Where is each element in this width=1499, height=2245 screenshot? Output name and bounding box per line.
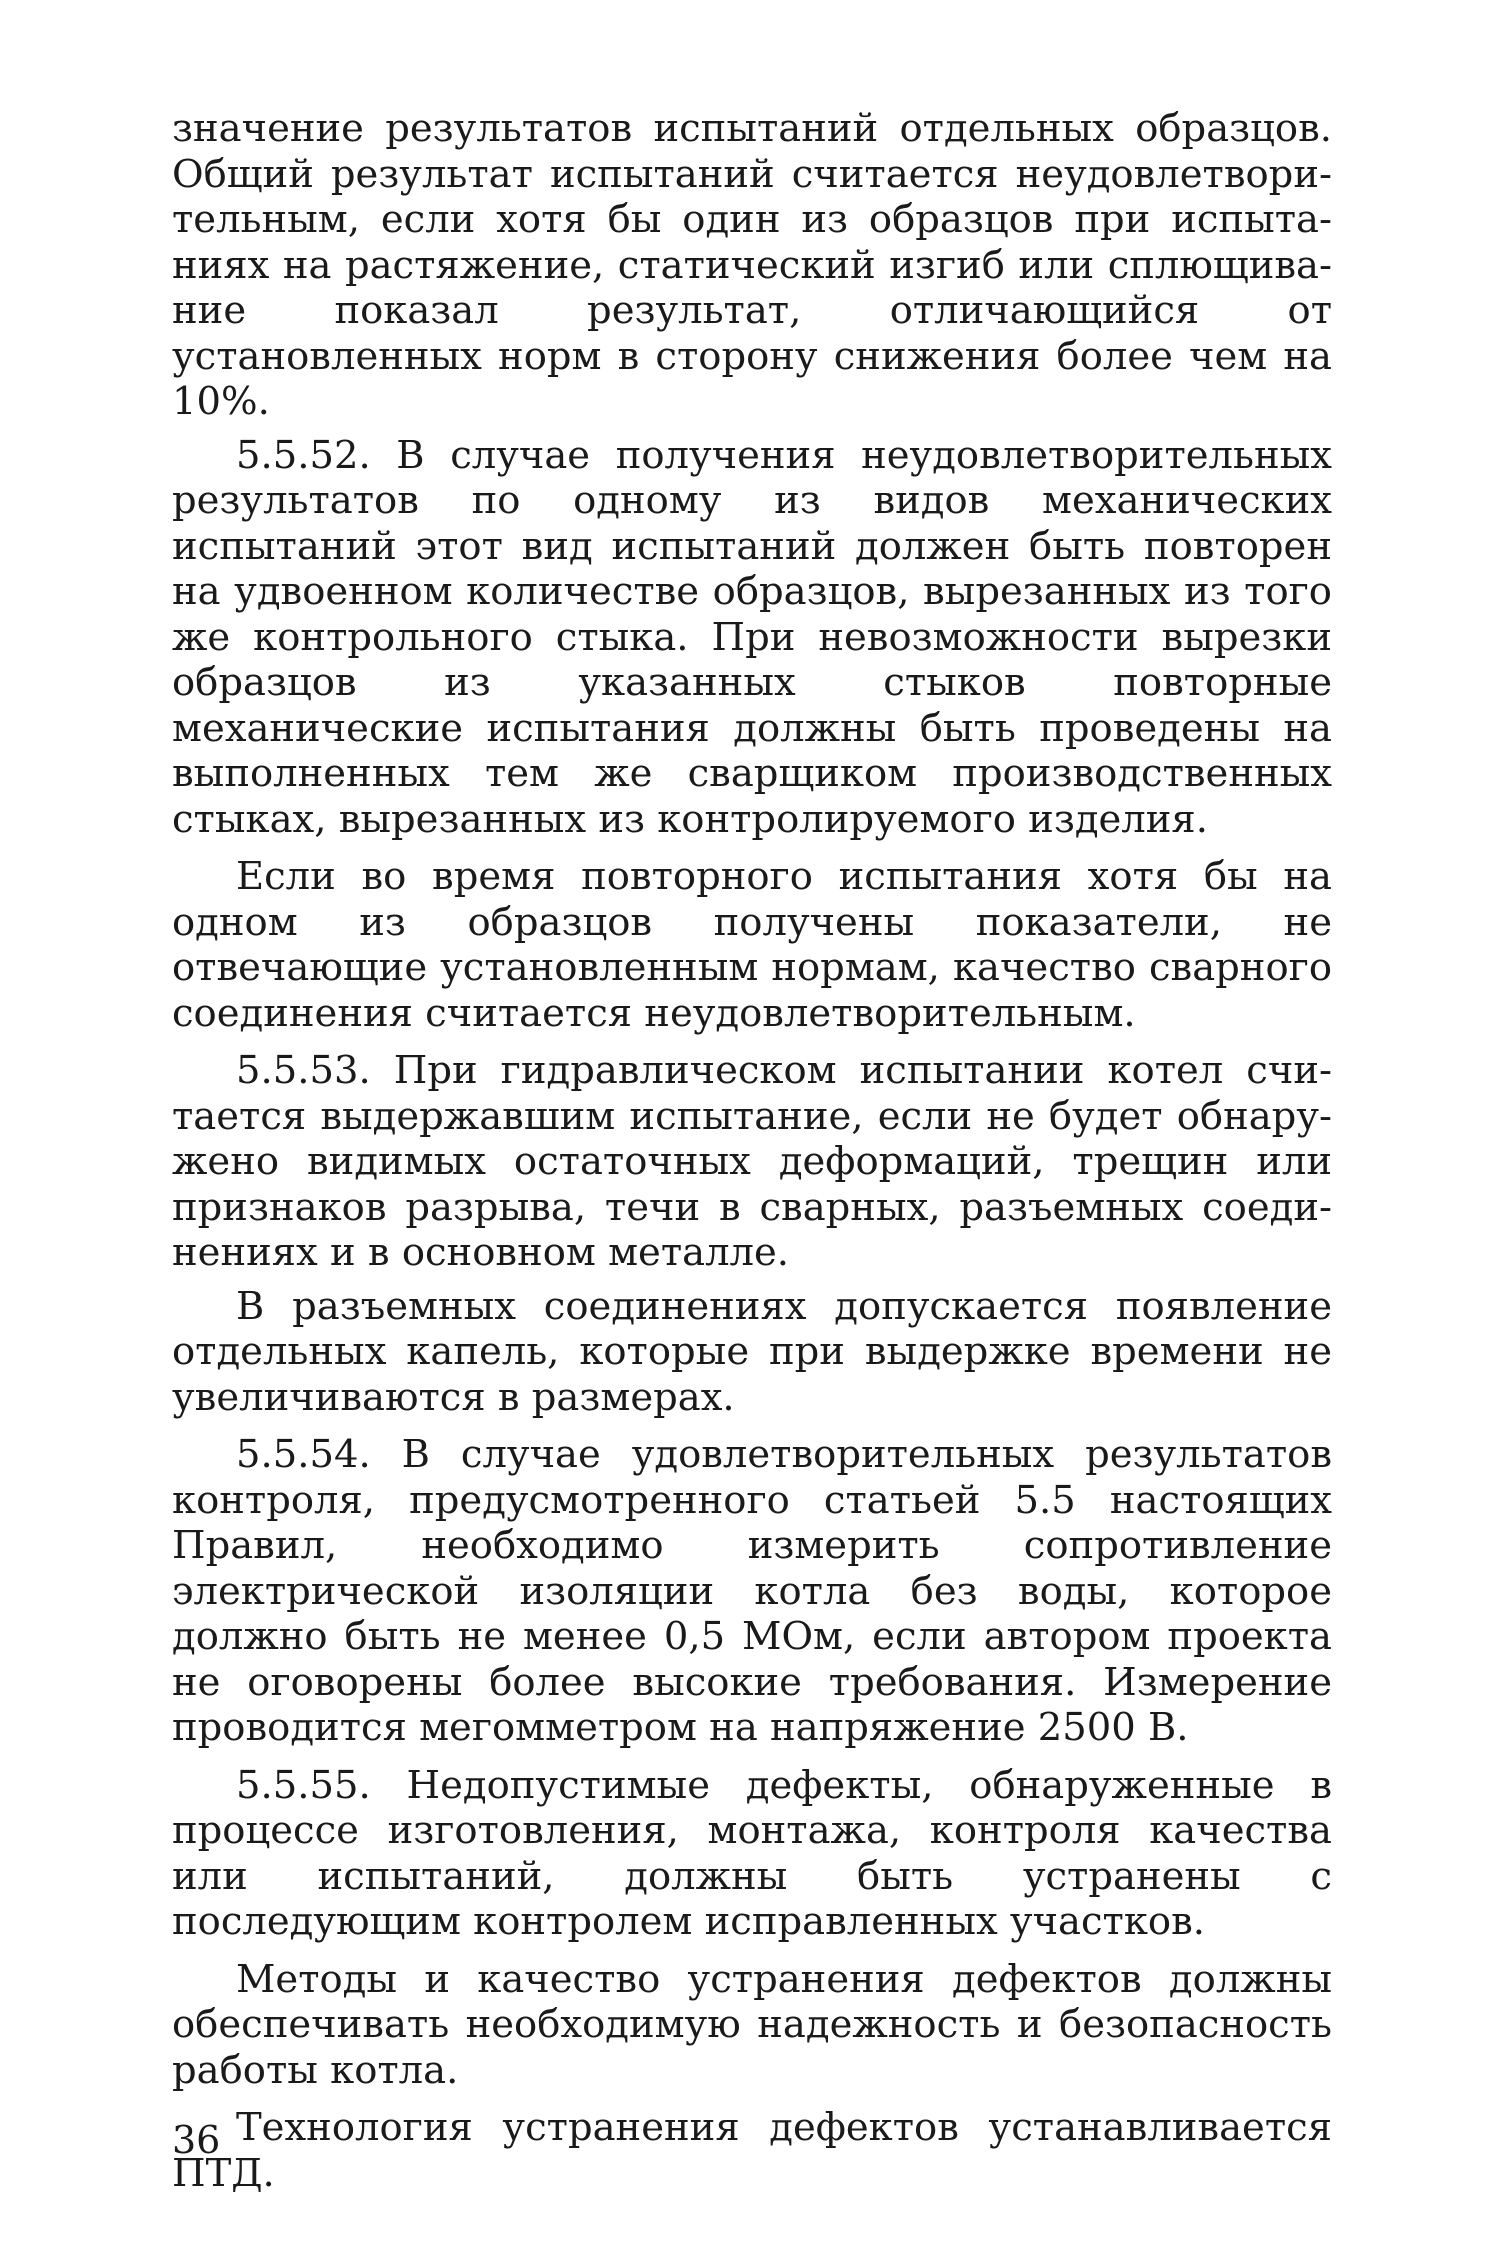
paragraph-5-5-53: 5.5.53. При гидравлическом испытании котел считается выдержавшим испытание, если не будет обнаружено видимых остаточных деформаций, трещин или признаков разрыва, течи в сварных, разъемных соединениях и в основном металле. <box>172 1048 1332 1275</box>
page-body <box>172 106 1332 2208</box>
paragraph-defect-methods: Методы и качество устранения дефектов должны обеспечивать необходимую надежность и безопасность работы котла. <box>172 1956 1332 2093</box>
paragraph-detachable-joints: В разъемных соединениях допускается появление отдельных капель, которые при выдержке времени не увеличиваются в размерах. <box>172 1283 1332 1420</box>
paragraph-5-5-52: 5.5.52. В случае получения неудовлетворительных результатов по одному из видов механических испытаний этот вид испытаний должен быть повторен на удвоенном количестве образцов, вырезанных из того же контрольного стыка. При невозможности вырезки образцов из указанных стыков повторные механические испытания должны быть проведены на выполненных тем же сварщиком производственных стыках, вырезанных из контролируемого изделия. <box>172 432 1332 842</box>
paragraph-5-5-55: 5.5.55. Недопустимые дефекты, обнаруженные в процессе изготовления, монтажа, контроля качества или испытаний, должны быть устранены с последующим контролем исправленных участков. <box>172 1762 1332 1944</box>
paragraph-repeat-test: Если во время повторного испытания хотя бы на одном из образцов получены показатели, не отвечающие установленным нормам, качество сварного соединения считается неудовлетворительным. <box>172 854 1332 1036</box>
paragraph-technology: Технология устранения дефектов устанавливается ПТД. <box>172 2105 1332 2196</box>
paragraph-continuation: значение результатов испытаний отдельных образцов. Общий результат испытаний считается неудовлетворительным, если хотя бы один из образцов при испытаниях на растяжение, статический изгиб или сплющивание показал результат, отличающийся от установленных норм в сторону снижения более чем на 10%. <box>172 106 1332 424</box>
page-number: 36 <box>172 2118 221 2162</box>
paragraph-5-5-54: 5.5.54. В случае удовлетворительных результатов контроля, предусмотренного статьей 5.5 настоящих Правил, необходимо измерить сопротивление электрической изоляции котла без воды, которое должно быть не менее 0,5 МОм, если автором проекта не оговорены более высокие требования. Измерение проводится мегомметром на напряжение 2500 В. <box>172 1432 1332 1750</box>
